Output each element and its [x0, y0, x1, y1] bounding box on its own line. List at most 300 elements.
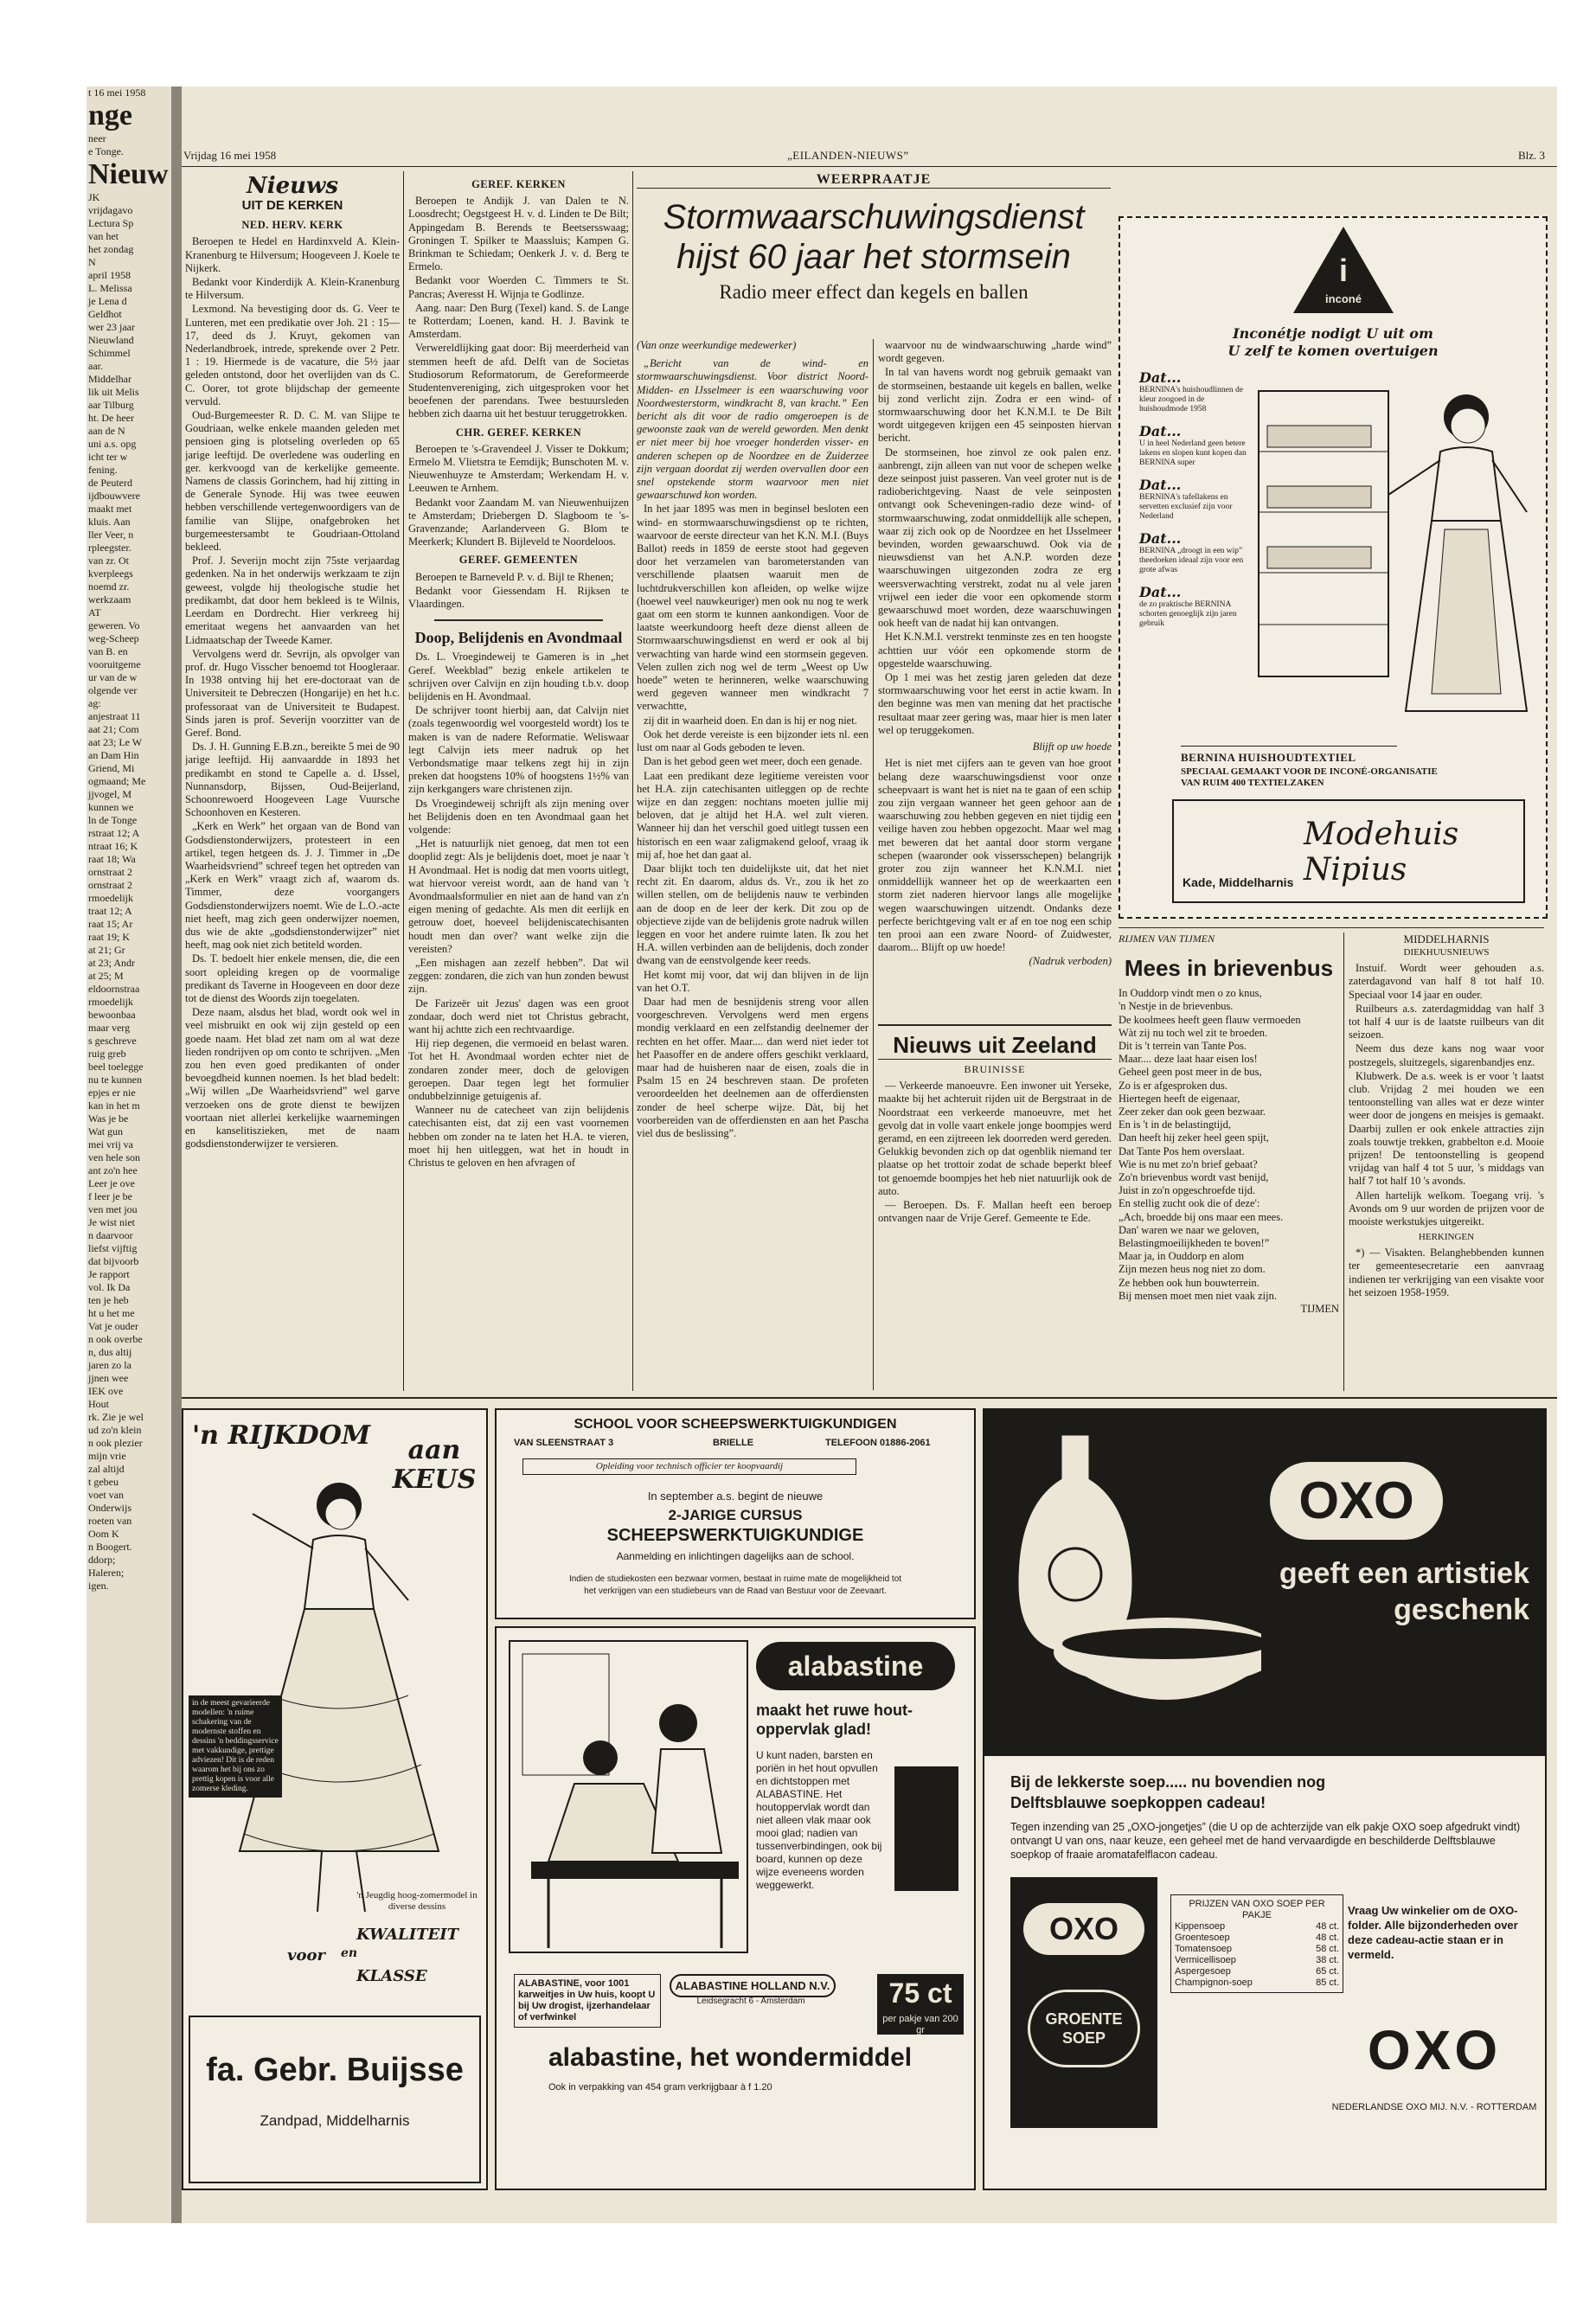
- paragraph: Oud-Burgemeester R. D. C. M. van Slijpe te Goudriaan, welke enkele maanden geleden met pensioen ging is plotseling overleden op 65 jarige leeftijd. De overledene was ouderling en ger. kerkvoogd van de kerkelijke gemeente. Namens de classis Gorinchem, had hij zitting in de Generale Synode. Hij was twee eeuwen hebben verschillende vertegenwoordigers van de familie van Slijpe, onafgebroken het burgemeestersambt te Goudriaan-Ottoland bekleed.: [185, 409, 400, 554]
- previous-page-line: t gebeu: [88, 1476, 119, 1488]
- previous-page-line: traat 12; A: [88, 905, 132, 917]
- previous-page-line: van B. en: [88, 645, 128, 657]
- school-line1: In september a.s. begint de nieuwe: [647, 1490, 824, 1503]
- poem-line: Dan' waren we naar we geloven,: [1118, 1223, 1259, 1236]
- previous-page-line: raat 18; Wa: [88, 853, 136, 865]
- oxo-logo-top: OXO: [1270, 1462, 1443, 1540]
- paragraph: In tal van havens wordt nog gebruik gemaakt van de stormseinen, bestaande uit kegels en ballen, welke bij zond verlicht zijn. Zodra er een wind- of stormwaarschuwing door het K.N.M.I. te De Bilt wordt uitgegeven krijgen een 45 seinposten hiervan bericht.: [878, 366, 1112, 445]
- herkingen-section: HERKINGEN: [1418, 1232, 1475, 1243]
- previous-page-line: fening.: [88, 464, 118, 476]
- column-divider: [632, 171, 633, 1391]
- weather-source: (Nadruk verboden): [1029, 955, 1112, 968]
- poem-line: Bij mensen moet men niet vaak zijn.: [1118, 1289, 1277, 1302]
- previous-page-line: anjestraat 11: [88, 710, 141, 722]
- paragraph: Bedankt voor Zaandam M. van Nieuwenhuijzen te Amsterdam; Driebergen D. Slagboom te 's-Gravenzande; Aarlanderveen G. Blom te Meerkerk; Klundert B. Bijleveld te Noordeloos.: [408, 496, 629, 548]
- previous-page-line: dat bijvoorb: [88, 1255, 139, 1267]
- previous-page-line: Vat je ouder: [88, 1320, 138, 1332]
- paragraph: Ds Vroegindeweij schrijft als zijn mening over het Belijdenis doen en ten Avondmaal gaan het volgende:: [408, 797, 629, 836]
- previous-page-line: ller Veer, n: [88, 529, 134, 541]
- previous-page-line: ht u het me: [88, 1307, 135, 1319]
- school-line4: Aanmelding en inlichtingen dagelijks aan de school.: [616, 1550, 855, 1562]
- previous-page-line: ornstraat 2: [88, 879, 132, 891]
- previous-page-line: AT: [88, 606, 101, 619]
- previous-page-line: rpleegster.: [88, 542, 131, 554]
- previous-page-line: Nieuwland: [88, 334, 134, 346]
- previous-page-line: n Boogert.: [88, 1541, 132, 1553]
- poem-line: Juist in zo'n opgeschroefde tijd.: [1118, 1184, 1256, 1197]
- poem-line: 'n Nestje in de brievenbus.: [1118, 1000, 1234, 1013]
- middelharnis-body: [1349, 962, 1544, 1228]
- previous-page-line: IEK ove: [88, 1385, 124, 1397]
- previous-page-line: ud zo'n klein: [88, 1424, 142, 1436]
- paragraph: Hij riep degenen, die vermoeid en belast waren. Tot het H. Avondmaal worden echter niet de zondaren zonder meer, doch de gelovigen geroepen. Daar tegen legt het formulier ondubbelzinnige getuigenis af.: [408, 1037, 629, 1102]
- alabastine-bottom-small: Ook in verpakking van 454 gram verkrijgbaar à f 1.20: [548, 2082, 772, 2093]
- buijsse-kwaliteit: KWALITEIT: [356, 1926, 459, 1944]
- previous-page-line: s geschreve: [88, 1035, 137, 1047]
- school-city: BRIELLE: [713, 1438, 754, 1448]
- paragraph: Daar had men de besnijdenis streng voor allen voorgeschreven. Vervolgens werd men ergens mondig verklaard en een zelfstandig deelnemer der rechten en het offer. Maar.... dan werd niet ieder tot het Paasoffer en de andere offers geschikt verklaard, maar had de huisheren naar de eisen, zoals die in Psalm 15 en 24 beschreven staan. De profeten veroordeelden het deelnemen aan de offerdiensten zonder de heel scherpe wijze. Dàt, bij het voorbereiden van de offerdiensten en aan het Pascha viel dus de beslissing”.: [637, 995, 869, 1139]
- previous-page-line: ornstraat 2: [88, 866, 132, 878]
- previous-page-line: het zondag: [88, 243, 134, 255]
- paragraph: Verwereldlijking gaat door: Bij meerderheid van stemmen heeft de afd. Delft van de Societas Studiosorum Reformatorum, de Gereformeerde Studentenvereniging, zich uitgesproken voor het beoefenen der parendans. Twee bestuursleden hebben zich daarna uit het bestuur teruggetrokken.: [408, 342, 629, 420]
- paragraph: Beroepen te Hedel en Hardinxveld A. Klein-Kranenburg te Hilversum; Hoogeveen J. Koele te Nijkerk.: [185, 235, 400, 274]
- alabastine-company-address: Leidsegracht 6 - Amsterdam: [696, 1997, 805, 2006]
- weather-kicker: WEERPRAATJE: [637, 173, 1111, 189]
- buijsse-shop-name: fa. Gebr. Buijsse: [206, 2052, 464, 2088]
- weather-body-c: [878, 757, 1112, 954]
- school-line2: 2-JARIGE CURSUS: [668, 1507, 803, 1523]
- previous-page-line: Wat gun: [88, 1125, 124, 1138]
- previous-page-line: n daarvoor: [88, 1229, 133, 1241]
- header-paper-title: „EILANDEN-NIEUWS”: [787, 149, 909, 162]
- previous-page-line: uni a.s. opg: [88, 438, 137, 450]
- section-ned-herv-kerk: NED. HERV. KERK: [241, 219, 343, 232]
- ad-gebr-buijsse: [182, 1408, 488, 2190]
- paragraph: Ds. J. H. Gunning E.B.zn., bereikte 5 mei de 90 jarige leeftijd. Hij aanvaardde in 1893 het predikambt en stond te Capelle a. d. IJssel, Nunnansdorp, Bijssen, Oud-Beijerland, Schoonrewoerd Hoogeveen Lage Vuursche Schoonhoven en Kesteren.: [185, 740, 400, 819]
- paragraph: — Beroepen. Ds. F. Mallan heeft een beroep ontvangen naar de Vrije Geref. Gemeente te Ede.: [878, 1199, 1112, 1225]
- oxo-price-row: [1175, 1966, 1339, 1977]
- column-divider: [403, 171, 404, 1391]
- column-middelharnis: [1349, 933, 1544, 1391]
- incone-footer-brand: BERNINA HUISHOUDTEXTIEL: [1181, 751, 1356, 764]
- previous-page-line: aar.: [88, 360, 103, 372]
- zeeland-news: [878, 1031, 1112, 1394]
- paragraph: De Farizeër uit Jezus' dagen was een groot zondaar, doch werd niet tot Christus gebracht, want hij achtte zich een rechtvaardige.: [408, 997, 629, 1035]
- paragraph: Op 1 mei was het zestig jaren geleden dat deze stormwaarschuwing voor het eerst in actie kwam. In den beginne was men van mening dat het practische resultaat maar zeer gering was, maar hier is men later wel op teruggekomen.: [878, 671, 1112, 736]
- previous-page-line: ant zo'n hee: [88, 1164, 138, 1176]
- oxo-price-row: [1175, 1932, 1339, 1944]
- geref-gemeenten-body: [408, 571, 629, 612]
- weather-sub-quote: Blijft op uw hoede: [1032, 740, 1112, 753]
- church-news-subtitle: UIT DE KERKEN: [241, 198, 343, 213]
- poem-line: Zeer zeker dan ook geen bezwaar.: [1118, 1106, 1266, 1118]
- previous-page-line: at 23; Andr: [88, 957, 135, 969]
- previous-page-line: liefst vijftig: [88, 1242, 138, 1254]
- previous-page-line: Geldhot: [88, 308, 122, 320]
- buijsse-caption: 'n Jeugdig hoog-zomermodel in diverse dessins: [356, 1890, 478, 1912]
- buijsse-shop-box: [189, 2016, 481, 2183]
- alabastine-company: ALABASTINE HOLLAND N.V.: [670, 1974, 836, 1997]
- paragraph: De schrijver toont hierbij aan, dat Calvijn niet (zoals tegenwoordig wel voorgesteld wordt) los te maken is van de nadere Reformatie. Weliswaar legt Calvijn iets meer nadruk op het Verbondsmatige maar telkens zegt hij in zijn preken dat hoogstens 10% of hoogstens 1½% van zijn kerkgangers ware christenen zijn.: [408, 704, 629, 796]
- previous-page-line: kan in het m: [88, 1099, 140, 1112]
- previous-page-line: epjes er nie: [88, 1086, 136, 1099]
- oxo-company: NEDERLANDSE OXO MIJ. N.V. - ROTTERDAM: [1331, 2102, 1537, 2112]
- previous-page-line: ag:: [88, 697, 101, 709]
- paragraph: Beroepen te Barneveld P. v. d. Bijl te Rhenen;: [415, 570, 614, 583]
- oxo-price-rows: [1175, 1921, 1339, 1989]
- school-fine2: het verkrijgen van een studiebeurs van de Raad van Bestuur voor de Zeevaart.: [584, 1586, 887, 1596]
- housewife-linen-cupboard-illustration: [1250, 365, 1535, 737]
- geref-kerken-body: [408, 195, 629, 420]
- oxo-price-title: PRIJZEN VAN OXO SOEP PER PAKJE: [1189, 1899, 1325, 1920]
- ad-school-scheepswerktuigkundigen: [495, 1408, 976, 1619]
- school-address: VAN SLEENSTRAAT 3: [514, 1438, 614, 1448]
- paragraph: Het is niet met cijfers aan te geven van hoe groot belang deze waarschuwingsdienst voor onze scheepvaart is want het is niet na te gaan of een schip zou zijn vergaan wanneer het geen gehoor aan de waarschuwing zou hebben gegeven en niet tijdig een veilige haven zou hebben opgezocht. Maar wel mag met beweren dat het aantal door storm vergane schepen (waaronder ook vissersschepen) belangrijk groter zou zijn wanneer het K.N.M.I. niet onmiddellijk wanneer het op de weerkaarten een storm ziet naderen hiervoor langs alle mogelijke wegen waarschuwingen uitzendt. Ondanks deze perfecte berichtgeving valt er af en toe nog een schip ten prooi aan een zware Noord- of Zuidwester, daarom... Blijft op uw hoede!: [878, 757, 1112, 954]
- alabastine-logo: alabastine: [756, 1642, 955, 1690]
- previous-page-line: jjnen wee: [88, 1372, 129, 1384]
- oxo-price-table: [1170, 1894, 1343, 1993]
- previous-page-line: olgende ver: [88, 684, 138, 696]
- oxo-headline-2: geschenk: [1394, 1593, 1529, 1626]
- incone-claim-text: BERNINA's tafellakens en servetten exclusief zijn voor Nederland: [1139, 493, 1233, 521]
- previous-page-line: geweren. Vo: [88, 619, 140, 631]
- paragraph: De stormseinen, hoe zinvol ze ook palen enz. aanbrengt, zijn alleen van nut voor de schepen welke deze seinpost juist passeren. Van veel groter nut is de radioberichtgeving. Naast de vele seinposten ontvangt ook Scheveningen-radio deze wind- of stormwaarschuwing, zodat onmiddellijk alle schepen, waar zij zich ook op de Noordzee en het IJsselmeer bevinden, worden gewaarschuwd. Ook via de nieuwsdienst van het A.N.P. worden deze waarschuwingen uitgezonden zodra ze erg weersverwachting verstrekt, zodat nu al vele jaren vrijwel een ieder die voor een opkomende storm gewaarschuwd moet worden, deze waarschuwingen ook heeft van de nadat hij kan ontvangen.: [878, 445, 1112, 630]
- buijsse-klasse: KLASSE: [356, 1967, 427, 1985]
- previous-page-line: ntraat 16; K: [88, 840, 138, 852]
- incone-tagline-1: Inconétje nodigt U uit om: [1233, 325, 1433, 342]
- incone-claim-head: Dat...: [1139, 584, 1182, 600]
- previous-page-line: rstraat 12; A: [88, 827, 140, 839]
- previous-page-line: ven met jou: [88, 1203, 138, 1215]
- previous-page-line: JK: [88, 191, 100, 203]
- chr-geref-kerken-body: [408, 443, 629, 549]
- previous-page-line: vrijdagavo: [88, 204, 133, 216]
- paragraph: Neem dus deze kans nog waar voor postzegels, sluitzegels, sigarenbandjes enz.: [1349, 1042, 1544, 1068]
- poem-line: Dan heeft hij zeker heel geen spijt,: [1118, 1131, 1269, 1144]
- paragraph: *) — Visakten. Belanghebbenden kunnen ter gemeentesecretarie een aanvraag indienen ter verkrijging van een visakte voor het seizoen 1958-1959.: [1349, 1247, 1544, 1298]
- buijsse-head-right: aan KEUS: [392, 1435, 477, 1495]
- buijsse-en: en: [341, 1946, 358, 1960]
- previous-page-line: ht. De heer: [88, 412, 134, 424]
- previous-page-line: raat 15; Ar: [88, 918, 133, 930]
- previous-page-line: igen.: [88, 1580, 109, 1592]
- shop-box-nipius: [1172, 799, 1525, 903]
- paragraph: „Een mishagen aan zezelf hebben”. Dat wil zeggen: zondaren, die zich van hun zonden bewust zijn.: [408, 956, 629, 996]
- oxo-soup-name: Kippensoep: [1175, 1921, 1226, 1932]
- poem-line: Maar ja, in Ouddorp en alom: [1118, 1250, 1245, 1263]
- weather-article-column-a: [637, 339, 869, 1388]
- zeeland-title: Nieuws uit Zeeland: [878, 1031, 1112, 1060]
- previous-page-line: Schimmel: [88, 347, 131, 359]
- weather-quote: „Bericht van de wind- en stormwaarschuwingsdienst. Voor district Noord- Midden- en IJsselmeer is een waarschuwing voor Noordwesterstorm, windkracht 8, van kracht.” Een bericht als dit voor de radio omgeroepen is de gewoonste zaak van de wereld geworden. Men denkt er niet meer bij hoe vroeger honderden visser- en anderen schepen op de Noordzee en de Zuiderzee zijn vergaan doordat zij werden overvallen door een snel opstekende storm waarvoor men niet gewaarschuwd kon worden.: [637, 357, 869, 502]
- poem-line: Geheel geen post meer in de bus,: [1118, 1066, 1262, 1079]
- oxo-soup-price: 65 ct.: [1316, 1966, 1339, 1977]
- oxo-body: Tegen inzending van 25 „OXO-jongetjes” (die U op de achterzijde van elk pakje OXO soep afgedrukt vindt) ontvangt U van ons, naar keuze, een geheel met de hand vervaardigde en beschilderde Delftsblauwe soepkop of fraaie aromatafelflacon cadeau.: [1010, 1821, 1521, 1861]
- binding-gutter: [171, 87, 182, 2223]
- weather-subhead: Radio meer effect dan kegels en ballen: [719, 281, 1029, 304]
- middelharnis-section: DIEKHUUSNIEUWS: [1403, 947, 1490, 958]
- previous-page-line: Nieuw: [88, 158, 169, 190]
- paragraph: Dan is het gebod geen wet meer, doch een genade.: [644, 755, 862, 768]
- previous-page-line: raat 19; K: [88, 931, 130, 943]
- previous-page-line: wer 23 jaar: [88, 321, 135, 333]
- previous-page-line: weg-Scheep: [88, 632, 139, 644]
- paragraph: „Kerk en Werk” het orgaan van de Bond van Godsdienstonderwijzers, protesteert in een artikel, tegen hetgeen ds. J. J. Timmer in „De Waarheidsvriend” schreef tegen het optreden van „Kerk en Werk” vraagt zich af, waarom ds. Timmer, deze voorgangers Godsdienstonderwijzers noemt. Wie de L.O.-acte niet heeft, mag zich geen onderwijzer noemen, dus wie de akte „godsdienstonderwijzer” niet heeft, mag ook niet zich betiteld worden.: [185, 820, 400, 952]
- previous-page-line: de Peuterd: [88, 477, 132, 489]
- alabastine-package-icon: [894, 1766, 958, 1891]
- alabastine-where-to-buy: ALABASTINE, voor 1001 karweitjes in Uw huis, koopt U bij Uw drogist, ijzerhandelaar of verfwinkel: [514, 1974, 661, 2028]
- previous-page-line: bewoonbaa: [88, 1009, 136, 1021]
- previous-page-line: vol. Ik Da: [88, 1281, 131, 1293]
- header-page-number: Blz. 3: [1517, 149, 1545, 162]
- previous-page-line: kverpleegs: [88, 567, 133, 580]
- school-title: SCHOOL VOOR SCHEEPSWERKTUIGKUNDIGEN: [574, 1417, 897, 1432]
- header-date: Vrijdag 16 mei 1958: [183, 149, 277, 162]
- paragraph: zij dit in waarheid doen. En dan is hij er nog niet.: [644, 714, 857, 727]
- incone-logo-text: inconé: [1325, 292, 1362, 305]
- oxo-promo-2: Delftsblauwe soepkoppen cadeau!: [1010, 1794, 1266, 1811]
- zeeland-body: [878, 1080, 1112, 1225]
- previous-page-line: at 25; M: [88, 970, 124, 982]
- previous-page-line: Hout: [88, 1398, 109, 1410]
- section-geref-kerken: GEREF. KERKEN: [471, 178, 566, 190]
- section-geref-gemeenten: GEREF. GEMEENTEN: [458, 554, 579, 567]
- paragraph: Ds. L. Vroegindeweij te Gameren is in „het Geref. Weekblad” bezig enkele artikelen te schrijven over Calvijn en zijn houding t.b.v. doop belijdenis en H. Avondmaal.: [408, 651, 629, 702]
- column-divider: [1343, 933, 1344, 1391]
- section-chr-geref-kerken: CHR. GEREF. KERKEN: [455, 426, 582, 439]
- oxo-promo-1: Bij de lekkerste soep..... nu bovendien nog: [1010, 1773, 1326, 1791]
- oxo-soup-name: Groentesoep: [1175, 1932, 1230, 1943]
- previous-page-line: aat 21; Com: [88, 723, 139, 735]
- previous-page-line: maakt met: [88, 503, 132, 515]
- paragraph: Daar blijkt toch ten duidelijkste uit, dat het niet recht zit. En daarom, aldus ds. Vr., zou ik het zo willen stellen, om de belijdenis nauw te verbinden aan de doop en de leer der kerk. Dit zou op de objectieve zijde van de belijdenis grote nadruk willen leggen en voor het andere ruimte laten. Ik zou het H.A. willen verbinden aan de belijdenis, doch zonder dwang van de eenstvolgende keer reeds.: [637, 862, 869, 967]
- ad-incone-bernina: [1118, 216, 1548, 919]
- divider: [1118, 927, 1544, 928]
- previous-page-line: eldoornstraa: [88, 983, 140, 995]
- previous-page-line: f leer je be: [88, 1190, 132, 1202]
- previous-page-line: vooruitgeme: [88, 658, 141, 670]
- paragraph: Deze naam, alsdus het blad, wordt ook wel in veel misbruikt en ook wij zijn gesteld op een goede naam. Het blad zet nam om al wat deze lieden rondrijven op om conto te schrijven. „Men zou hen even goed predikanten of onder bevoegdheid kunnen noemen. Is het blad bedelt: „Wij willen „De Waarheidsvriend” wel garve verzoeken ons de grote dienst te bewijzen voortaan niet allerlei kerkelijke waarnemingen en kanselitiszieken, met de naam godsdienstonderwijzer te versieren.: [185, 1006, 400, 1150]
- previous-page-line: kunnen we: [88, 801, 134, 813]
- church-news-body: [185, 235, 400, 1150]
- previous-page-line: jaren zo la: [88, 1359, 131, 1371]
- oxo-soup-price: 58 ct.: [1316, 1944, 1339, 1954]
- column-geref-kerken: [408, 173, 629, 1388]
- previous-page-line: aat 23; Le W: [88, 736, 143, 748]
- buijsse-address: Zandpad, Middelharnis: [260, 2112, 410, 2129]
- previous-page-line: werkzaam: [88, 593, 131, 606]
- poem-line: De koolmees heeft geen flauw vermoeden: [1118, 1013, 1301, 1026]
- previous-page-line: L. Melissa: [88, 282, 132, 294]
- incone-claim-text: U in heel Nederland geen betere lakens en slopen kunt kopen dan BERNINA super: [1139, 439, 1247, 467]
- oxo-package-label: GROENTE SOEP: [1028, 1990, 1140, 2067]
- oxo-soup-name: Vermicellisoep: [1175, 1955, 1236, 1965]
- ad-oxo: [983, 1408, 1547, 2190]
- column-rijmen-van-tijmen: [1118, 933, 1339, 1391]
- previous-page-line: N: [88, 256, 96, 268]
- weather-headline: Stormwaarschuwingsdienst hijst 60 jaar het stormsein: [663, 198, 1085, 277]
- column-church-news: [185, 173, 400, 1388]
- previous-page-line: ur van de w: [88, 671, 138, 683]
- paragraph: Ruilbeurs a.s. zaterdagmiddag van half 3 tot half 4 uur is de laatste ruilbeurs van dit seizoen.: [1349, 1002, 1544, 1042]
- previous-page-line: Middelhar: [88, 373, 131, 385]
- weather-byline: (Van onze weerkundige medewerker): [637, 339, 797, 351]
- paragraph: Het K.N.M.I. verstrekt tenminste zes en ten hoogste achttien uur vóór een opkomende storm de opgestelde waarschuwing.: [878, 631, 1112, 670]
- newspaper-sheet: [87, 87, 1557, 2223]
- paragraph: Wanneer nu de catecheet van zijn belijdenis catechisanten eist, dat zij een vast voornemen hebben om zonder na te laten het H.A. te vieren, moet hij hen uitleggen, wat het in houdt in Christus te geloven en hen afvragen of: [408, 1104, 629, 1170]
- incone-claim-head: Dat...: [1139, 423, 1182, 439]
- paragraph: Ook het derde vereiste is een bijzonder iets nl. een lust om naar al Gods geboden te leven.: [637, 727, 869, 754]
- oxo-soup-name: Aspergesoep: [1175, 1966, 1231, 1977]
- previous-page-line: van het: [88, 230, 119, 242]
- poem-line: Hiertegen heeft de eigenaar,: [1118, 1092, 1240, 1105]
- tijmen-signature: TIJMEN: [1300, 1303, 1339, 1316]
- shop-name-nipius: Modehuis Nipius: [1304, 817, 1459, 888]
- tijmen-poem: [1118, 987, 1339, 1303]
- buijsse-head-left: 'n RIJKDOM: [192, 1420, 371, 1451]
- oxo-soup-name: Tomatensoep: [1175, 1944, 1233, 1954]
- oxo-soup-price: 38 ct.: [1316, 1955, 1339, 1965]
- previous-page-line: rk. Zie je wel: [88, 1411, 144, 1423]
- previous-page-line: Oom K: [88, 1528, 119, 1540]
- poem-line: „Ach, broedde bij ons maar een mees.: [1118, 1210, 1284, 1223]
- previous-page-line: an Dam Hin: [88, 749, 139, 761]
- oxo-ask-retailer: Vraag Uw winkelier om de OXO-folder. Alle bijzonderheden over deze cadeau-actie staan er in vermeld.: [1348, 1904, 1518, 1961]
- article-title-doop: Doop, Belijdenis en Avondmaal: [414, 629, 623, 647]
- poem-line: Zo is er afgesproken dus.: [1118, 1079, 1228, 1092]
- oxo-price-row: [1175, 1944, 1339, 1955]
- incone-claim-text: de zo praktische BERNINA schorten genoeglijk zijn jaren gebruik: [1139, 600, 1237, 628]
- school-phone: TELEFOON 01886-2061: [825, 1438, 931, 1448]
- alabastine-tagline: alabastine, het wondermiddel: [548, 2043, 913, 2072]
- previous-page-line: n ook overbe: [88, 1333, 143, 1345]
- previous-page-line: jjvogel, M: [88, 788, 131, 800]
- shop-address-nipius: Kade, Middelharnis: [1183, 875, 1294, 889]
- incone-claim-head: Dat...: [1139, 477, 1182, 493]
- divider: [182, 1397, 1557, 1399]
- previous-page-line: Haleren;: [88, 1567, 125, 1579]
- previous-page-line: Leer je ove: [88, 1177, 135, 1189]
- previous-page-line: t 16 mei 1958: [88, 87, 146, 99]
- alabastine-body: U kunt naden, barsten en poriën in het hout opvullen en dichtstoppen met ALABASTINE. Het houtoppervlak wordt dan niet alleen vlak maar ook mooi glad; nadien van tussenverbindingen, ook bij board, kunnen op deze wijze eveneens worden weggewerkt.: [756, 1749, 882, 1891]
- paragraph: Beroepen te Andijk J. van Dalen te N. Loosdrecht; Oegstgeest H. v. d. Linden te De Bilt; Appingedam B. Berends te Beetsersswaag; Groningen T. Spilker te Maassluis; Kampen G. Brinkman te Schiedam; Oenkerk J. v. d. Berg te Ermelo.: [408, 195, 629, 273]
- paragraph: Klubwerk. De a.s. week is er voor 't laatst club. Vrijdag 2 mei houden we een tentoonstelling van alles wat er deze winter weer door de jongens en meisjes is gemaakt. Daarbij zullen er ook enkele attracties zijn zoals touwtje trekken, grabbelton e.d. Mooie prijzen! De tentoonstelling is geopend vrijdag van half 4 tot 5 uur, 's middags van half 7 tot half 10 's avonds.: [1349, 1069, 1544, 1188]
- previous-page-line: zal altijd: [88, 1463, 125, 1475]
- weather-body-b: [878, 339, 1112, 737]
- previous-page-line: ruig greb: [88, 1048, 126, 1060]
- previous-page-line: n ook plezier: [88, 1437, 143, 1449]
- previous-page-line: e Tonge.: [88, 145, 124, 157]
- previous-page-text: [87, 87, 171, 1593]
- previous-page-line: maar verg: [88, 1022, 131, 1034]
- previous-page-line: n, dus altij: [88, 1346, 132, 1358]
- previous-page-line: mei vrij va: [88, 1138, 133, 1150]
- previous-page-line: je Lena d: [88, 295, 127, 307]
- poem-line: Maar.... deze laat haar eisen los!: [1118, 1053, 1258, 1066]
- article-doop-body: [408, 651, 629, 1170]
- paragraph: Het komt mij voor, dat wij dan blijven in de lijn van het O.T.: [637, 968, 869, 994]
- paragraph: Beroepen te 's-Gravendeel J. Visser te Dokkum; Ermelo M. Vlietstra te Eemdijk; Bunschoten M. v. Nieuwenhuyze te Amsterdam; Werkendam H. v. Leeuwen te Arnhem.: [408, 442, 629, 495]
- tijmen-title: Mees in brievenbus: [1124, 955, 1334, 982]
- tijmen-kicker: RIJMEN VAN TIJMEN: [1118, 933, 1215, 945]
- previous-page-line: lik uit Melis: [88, 386, 139, 398]
- paragraph: Laat een predikant deze legitieme vereisten voor het H.A. zijn catechisanten uitleggen op de rechte wijze en dan zeggen: nochtans moeten jullie mij beloven, dat je altijd het H.A. wel zult vieren. Wanneer hij dan het verschil goed uitlegt tussen een historisch en een waar zaligmakend geloof, vraag ik mij af, hoe het dan gaat al.: [637, 769, 869, 861]
- paragraph: Vervolgens werd dr. Sevrijn, als opvolger van prof. dr. Hugo Visscher benoemd tot Hoogleraar. In 1938 ontving hij het ere-doctoraat van de Universiteit te Debreczen (Hongarije) en het h.c. professoraat van de Universiteit te Budapest. Sinds jaren is prof. Severijn voorzitter van de Geref. Bond.: [185, 647, 400, 739]
- previous-page-line: kluis. Aan: [88, 516, 131, 528]
- previous-page-line: neer: [88, 132, 106, 144]
- previous-page-line: aar Tilburg: [88, 399, 134, 411]
- previous-page-line: ven hele son: [88, 1151, 140, 1163]
- paragraph: Bedankt voor Woerden C. Timmers te St. Pancras; Averesst H. Wijnja te Godlinze.: [408, 274, 629, 300]
- oxo-price-row: [1175, 1955, 1339, 1966]
- zeeland-place: BRUINISSE: [964, 1063, 1026, 1075]
- ad-alabastine: [495, 1626, 976, 2190]
- oxo-soup-price: 48 ct.: [1316, 1921, 1339, 1932]
- paragraph: Bedankt voor Kinderdijk A. Klein-Kranenburg te Hilversum.: [185, 276, 400, 302]
- previous-page-line: icht ter w: [88, 451, 128, 463]
- incone-claim-head: Dat...: [1139, 530, 1182, 547]
- previous-page-line: Je rapport: [88, 1268, 130, 1280]
- previous-page-line: Onderwijs: [88, 1502, 131, 1514]
- alabastine-slogan: maakt het ruwe hout-oppervlak glad!: [756, 1702, 913, 1738]
- school-fine1: Indien de studiekosten een bezwaar vormen, bestaat in ruime mate de mogelijkheid tot: [568, 1574, 902, 1584]
- poem-line: Zijn mezen heus nog niet zo dom.: [1118, 1263, 1266, 1276]
- school-line3: SCHEEPSWERKTUIGKUNDIGE: [606, 1526, 864, 1545]
- weather-article-header: [637, 173, 1111, 337]
- oxo-package-logo: OXO: [1023, 1903, 1144, 1955]
- school-banner: Opleiding voor technisch officier ter koopvaardij: [522, 1458, 856, 1475]
- previous-page-line: voet van: [88, 1489, 124, 1501]
- previous-page-line: nu te kunnen: [88, 1074, 142, 1086]
- church-news-title: Nieuws: [246, 173, 339, 199]
- previous-page-line: ogmaand; Me: [88, 775, 146, 787]
- previous-page-line: april 1958: [88, 269, 131, 281]
- incone-claims: [1139, 369, 1252, 629]
- incone-tagline-2: U zelf te komen overtuigen: [1227, 343, 1439, 359]
- man-and-woman-woodwork-illustration: [505, 1637, 752, 1957]
- previous-page-edge: [87, 87, 173, 2223]
- buijsse-body: in de meest gevarieerde modellen: 'n ruime schakering van de modernste stoffen en dessins 'n beddingsservice met vakkundige, prettige adviezen! Dit is de reden waarom het bij ons zo prettig kopen is voor alle zomerse kleding.: [189, 1695, 282, 1798]
- paragraph: Prof. J. Severijn mocht zijn 75ste verjaardag gedenken. Na in het onderwijs werkzaam te zijn geweest, volgde hij theologische studie het predikambt, dat door hem bekleed is te Wilnis, Leerdam en Dordrecht. Hier verkreeg hij emeritaat wegens het aanvaarden van het Lidmaatschap der Tweede Kamer.: [185, 554, 400, 646]
- divider: [878, 1024, 1112, 1026]
- paragraph: In het jaar 1895 was men in beginsel besloten een wind- en stormwaarschuwingsdienst op te richten, waarvoor de eerste directeur van het K.N. M.I. (Buys Ballot) reeds in 1859 de eerste stoot had gegeven door het verzamelen van barometerstanden van verschillende plaatsen waaruit men de luchtdrukverschillen kon afleiden, op welke wijze (hoewel veel nauwkeuriger) men ook nu nog te werk gaat om een storm te kunnen aankondigen. Voor de laatste weerkundoorg heeft deze dienst alleen de Stormwaarschuwingsdienst en werd er ook al bij verwachting van harde wind een stormsein gegeven. Velen zullen zich nog wel de term „Weest op Uw hoede” weten te herinneren, welke waarschuwing werd gegeven wanneer men windkracht 7 verwachtte,: [637, 503, 869, 713]
- incone-logo-letter: i: [1338, 253, 1348, 288]
- paragraph: Instuif. Wordt weer gehouden a.s. zaterdagavond van half 8 tot half 10. Speciaal voor 14 jaar en ouder.: [1349, 962, 1544, 1001]
- previous-page-line: Lectura Sp: [88, 217, 134, 229]
- previous-page-line: rmoedelijk: [88, 892, 133, 904]
- oxo-soup-price: 48 ct.: [1316, 1932, 1339, 1943]
- previous-page-line: mijn vrie: [88, 1450, 126, 1462]
- alabastine-price-sub: per pakje van 200 gr: [882, 2014, 958, 2035]
- paragraph: Aang. naar: Den Burg (Texel) kand. S. de Lange te Rotterdam; Loenen, kand. H. J. Bavink te Amsterdam.: [408, 301, 629, 341]
- poem-line: In Ouddorp vindt men o zo knus,: [1118, 987, 1262, 1000]
- poem-line: En stellig zucht ook die of deze':: [1118, 1197, 1260, 1210]
- previous-page-line: roeten van: [88, 1515, 132, 1527]
- middelharnis-kicker: MIDDELHARNIS: [1403, 933, 1490, 945]
- oxo-price-row: [1175, 1977, 1339, 1989]
- paragraph: Lexmond. Na bevestiging door ds. G. Veer te Lunteren, met een predikatie over Joh. 21 : 15—17, deed ds J. Kruyt, gekomen van Nederlandbroek, intrede, sprekende over 2 Petr. 1 : 19. Hiermede is de vacature, die 5½ jaar geleden ontstond, door het overlijden van ds C. C. Oorer, tot grote blijdschap der gemeente vervuld.: [185, 303, 400, 407]
- previous-page-line: ten je heb: [88, 1294, 129, 1306]
- oxo-soup-name: Champignon-soep: [1175, 1977, 1253, 1988]
- weather-article-column-b: [878, 339, 1112, 1018]
- previous-page-line: beel toelegge: [88, 1061, 144, 1073]
- incone-claim-head: Dat...: [1139, 369, 1182, 386]
- incone-claim-text: BERNINA's huishoudlinnen de kleur zoogoed in de huishoudmode 1958: [1139, 386, 1243, 413]
- oxo-soup-price: 85 ct.: [1316, 1977, 1339, 1988]
- previous-page-line: at 21; Gr: [88, 944, 125, 956]
- previous-page-line: Was je be: [88, 1112, 129, 1125]
- paragraph: Ds. T. bedoelt hier enkele mensen, die, die een soort opleiding kregen op de voormalige predikant ds Taverne in Hoogeveen en door deze tot de dienst des Woords zijn toegelaten.: [185, 952, 400, 1004]
